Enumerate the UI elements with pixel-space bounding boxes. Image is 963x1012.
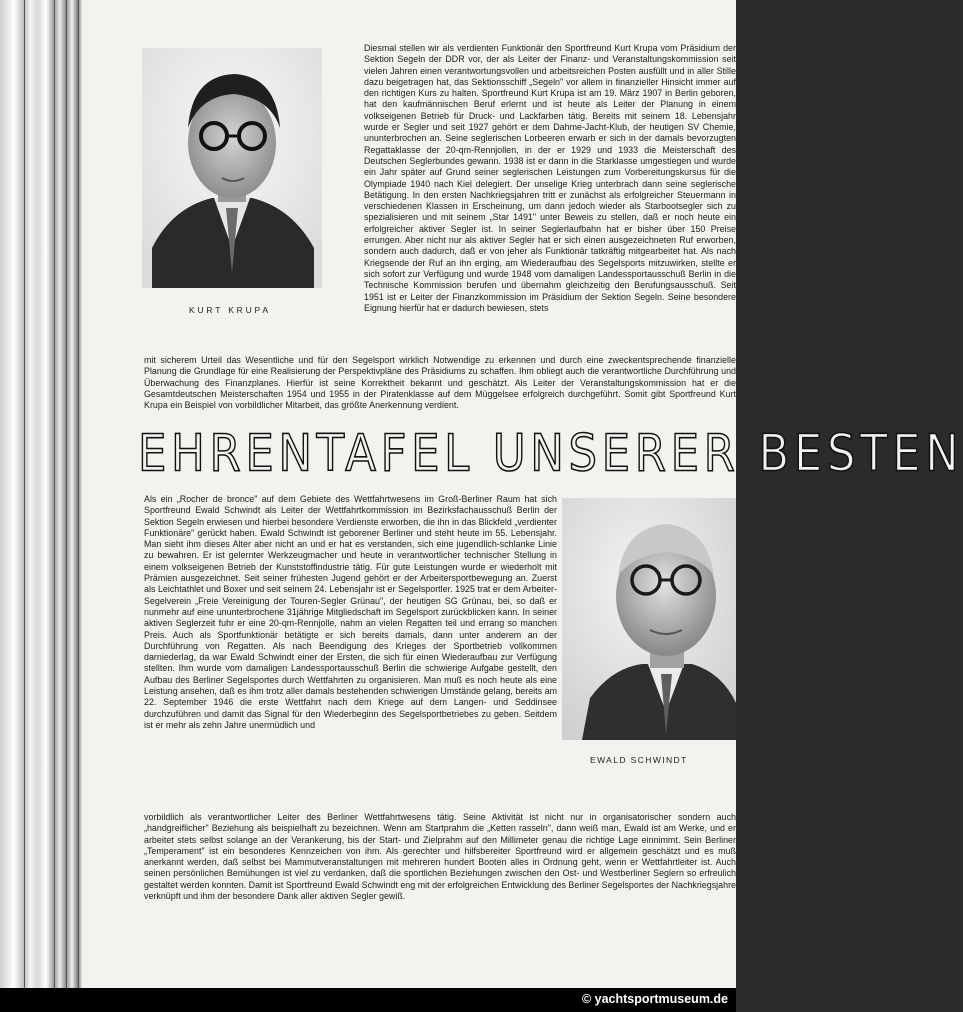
article2-body-column: Als ein „Rocher de bronce" auf dem Gebiete des Wettfahrtwesens im Groß-Berliner Raum hat sich Sportfreund Ewald Schwindt als Leiter der Wettfahrtkommission im Bezirksfachausschuß Berlin der Sektion Segeln erwiesen und hierbei besondere Verdienste erworben, die ihn in das Blickfeld „verdienter Funktionäre" gerückt haben. Ewald Schwindt ist geborener Berliner und steht heute im 55. Lebensjahr. Man sieht ihm dieses Alter aber nicht an und er hat es verstanden, sich eine jugendlich-schlanke Linie zu bewahren. Er ist gelernter Werkzeugmacher und heute in verantwortlicher technischer Stellung in einem volkseigenen Betrieb der Kunststoffindustrie tätig. Für gute Leistungen wurde er wiederholt mit Prämien ausgezeichnet. Seit seiner frühesten Jugend gehört er der Arbeitersportbewegung an. Zuerst als Leichtathlet und Boxer und seit seinem 24. Lebensjahr ist er Segelsportler. 1925 trat er dem Arbeiter-Segelverein „Freie Vereinigung der Touren-Segler Grünau", der heutigen SG Grünau, bei, so daß er nunmehr auf eine ununterbrochene 31jährige Mitgliedschaft im Segelsport zurückblicken kann. In seiner aktiven Seglerzeit fuhr er eine 20-qm-Rennjolle, nahm an vielen Regatten teil und errang so manchen Preis. Auch als Sportfunktionär betätigte er sich bereits damals, dann unter anderem an der Durchführung von Regatten. Als nach Beendigung des Krieges der Sportbetrieb vollkommen darniederlag, da war Ewald Schwindt einer der Ersten, die sich für einen Wiederaufbau zur Verfügung stellten. Ihm wurde vom damaligen Landessportausschuß Berlin die schwierige Aufgabe gestellt, den Aufbau des Berliner Segelsportes durch Wettfahrten zu organisieren. Man muß es noch heute als eine Leistung ansehen, daß es ihm trotz aller damals bestehenden schwierigen Umstände gelang, bereits am 22. September 1946 die erste Wettfahrt nach dem Kriege auf dem Langen- und Seddinsee durchzuführen und damit das Signal für den Wiederbeginn des Segelsportbetriebes zu geben. Seitdem ist er mehr als zehn Jahre unermüdlich und <box>144 494 557 730</box>
portrait-ewald-schwindt <box>562 498 736 740</box>
copyright-text: © yachtsportmuseum.de <box>581 992 728 1006</box>
headline-ehrentafel: EHRENTAFEL UNSERER BESTEN <box>138 423 963 483</box>
caption-ewald-schwindt: EWALD SCHWINDT <box>590 755 688 765</box>
article1-body-top: Diesmal stellen wir als verdienten Funktionär den Sportfreund Kurt Krupa vom Präsidium der Sektion Segeln der DDR vor, der als Leiter der Finanz- und Veranstaltungskommission seit vielen Jahren einen verantwortungsvollen und arbeitsreichen Posten ausfüllt und in aller Stille dazu beigetragen hat, das Sektionsschiff „Segeln" vor allem in finanzieller Hinsicht immer auf den richtigen Kurs zu halten. Sportfreund Kurt Krupa ist am 19. März 1907 in Berlin geboren, hat den kaufmännischen Beruf erlernt und ist heute als Leiter der Planung in einem volkseigenen Betrieb für Druck- und Lackfarben tätig. Bereits mit seinem 18. Lebensjahr wurde er Segler und seit 1927 gehört er dem Dahme-Jacht-Klub, der heutigen SV Chemie, ununterbrochen an. Seine seglerischen Lorbeeren erwarb er sich in der damals bevorzugten Regattaklasse der 20-qm-Rennjollen, in der er 1929 und 1933 die Meisterschaft des Deutschen Seglerbundes gewann. 1938 ist er dann in die Starklasse umgestiegen und wurde ein Jahr später auf Grund seiner seglerischen Leistungen zum Vorbereitungskursus für die Olympiade 1940 nach Kiel delegiert. Der unselige Krieg unterbrach dann seine seglerische Betätigung. In den ersten Nachkriegsjahren tritt er zunächst als erfolgreicher Steuermann in verschiedenen Klassen in Erscheinung, um dann jedoch wieder als Starbootsegler sich zu spezialisieren und mit seinem „Star 1491" unter Beweis zu stellen, daß er noch heute ein erfolgreicher aktiver Segler ist. In seiner Seglerlaufbahn hat er bisher über 150 Preise errungen. Aber nicht nur als aktiver Segler hat er sich einen ausgezeichneten Ruf erworben, sondern auch dadurch, daß er von jeher als Funktionär tatkräftig mitgearbeitet hat. Als nach Kriegsende der Ruf an ihn erging, am Wiederaufbau des Segelsports mitzuwirken, stellte er sich sofort zur Verfügung und wurde 1948 vom damaligen Landessportausschuß Berlin in die Technische Kommission berufen und übernahm gleichzeitig den Berufungsausschuß. Seit 1951 ist er Leiter der Finanzkommission im Präsidium der Sektion Segeln. Seine besondere Eignung hierfür hat er dadurch bewiesen, stets <box>364 43 736 313</box>
article2-body-full: vorbildlich als verantwortlicher Leiter des Berliner Wettfahrtwesens tätig. Seine Aktivität ist nicht nur in organisatorischer sondern auch „handgreiflicher" Beziehung als beispielhaft zu bezeichnen. Wenn am Startprahm die „Ketten rasseln", dann weiß man, Ewald ist am Werke, und er arbeitet stets selbst solange an der Verankerung, bis der Start- und Zielprahm auf den Millimeter genau die richtige Lage einnimmt. Sein Berliner „Temperament" ist ein besonderes Kennzeichen von ihm. Als gerechter und hilfsbereiter Sportfreund wird er allgemein geschätzt und es muß anerkannt werden, daß selbst bei Mammutveranstaltungen mit mehreren hundert Booten alles in Ordnung geht, wenn er Wettfahrtleiter ist. Auch seinen persönlichen Bemühungen ist viel zu verdanken, daß die sportlichen Beziehungen zwischen den Ost- und Westberliner Seglern so erfreulich gestaltet werden konnten. Damit ist Sportfreund Ewald Schwindt eng mit der erfolgreichen Entwicklung des Berliner Segelsportes der Nachkriegsjahre verknüpft und ihm der besondere Dank aller aktiven Segler gewiß. <box>144 812 736 902</box>
spine-edge-line <box>24 0 25 988</box>
spine-edge-line <box>66 0 67 988</box>
article1-body-bottom: mit sicherem Urteil das Wesentliche und für den Segelsport wirklich Notwendige zu erkennen und durch eine zweckentsprechende finanzielle Planung die Grundlage für eine Realisierung der Perspektivpläne des Präsidiums zu schaffen. Ihm obliegt auch die verantwortliche Durchführung und Überwachung des Finanzplanes. Hierfür ist seine Korrektheit bekannt und geschätzt. Als Leiter der Veranstaltungskommission hat er die Gesamtdeutschen Meisterschaften 1954 und 1955 in der Piratenklasse auf dem Müggelsee erfolgreich durchgeführt. Somit gibt Sportfreund Kurt Krupa ein Beispiel von vorbildlicher Mitarbeit, das größte Anerkennung verdient. <box>144 355 736 411</box>
footer-bar <box>0 988 736 1012</box>
book-spine <box>0 0 82 988</box>
magazine-page <box>82 0 963 988</box>
spine-edge-line <box>54 0 55 988</box>
portrait-photo-image <box>562 498 736 740</box>
caption-kurt-krupa: KURT KRUPA <box>189 305 271 315</box>
spine-edge-line <box>78 0 79 988</box>
portrait-photo-image <box>142 48 322 288</box>
portrait-kurt-krupa <box>142 48 322 288</box>
